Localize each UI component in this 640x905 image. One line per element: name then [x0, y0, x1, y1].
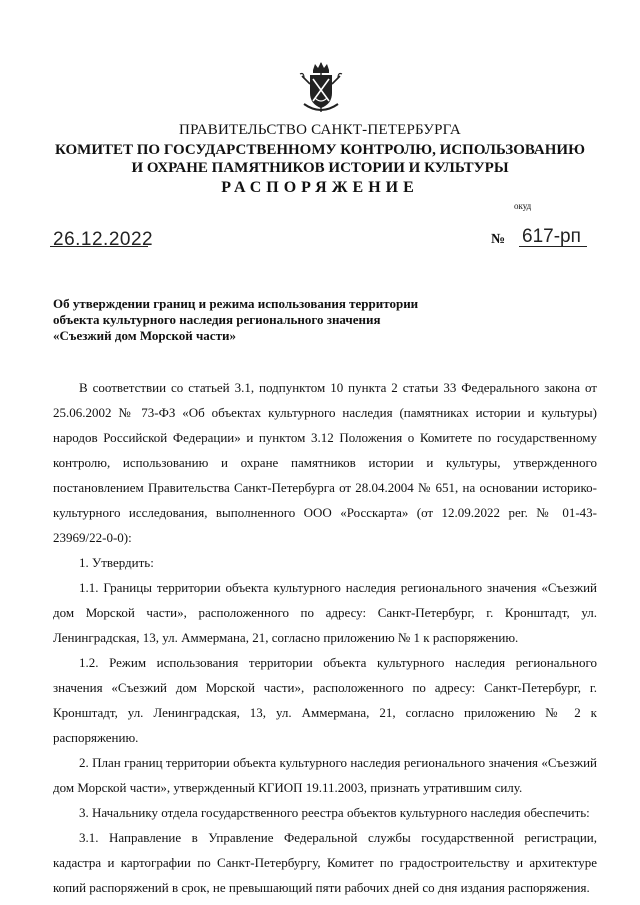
document-body [53, 375, 597, 900]
document-type: РАСПОРЯЖЕНИЕ [221, 179, 419, 196]
date-underline [50, 246, 148, 247]
committee-title [0, 141, 640, 177]
number-sign: № [491, 232, 506, 247]
coat-of-arms-icon [296, 60, 346, 118]
subject-line: объекта культурного наследия регионального значения [53, 312, 381, 327]
document-number: 617-рп [522, 226, 581, 247]
committee-title-line: И ОХРАНЕ ПАМЯТНИКОВ ИСТОРИИ И КУЛЬТУРЫ [131, 160, 509, 176]
paragraph-item-2: 2. План границ территории объекта культурного наследия регионального значения «Съезжий дом Морской части», утвержденный КГИОП 19.11.2003, признать утратившим силу. [53, 755, 597, 795]
paragraph-item-3-1: 3.1. Направление в Управление Федеральной службы государственной регистрации, кадастра и картографии по Санкт-Петербургу, Комитет по градостроительству и архитектуре копий распоряжений в срок, не превышающий пяти рабочих дней со дня издания распоряжения. [53, 830, 597, 895]
document-date: 26.12.2022 [53, 229, 154, 250]
number-underline [519, 246, 587, 247]
paragraph-item-3: 3. Начальнику отдела государственного реестра объектов культурного наследия обеспечить: [79, 805, 590, 820]
subject-line: «Съезжий дом Морской части» [53, 328, 236, 343]
document-subject [53, 296, 473, 344]
committee-title-line: КОМИТЕТ ПО ГОСУДАРСТВЕННОМУ КОНТРОЛЮ, ИСПОЛЬЗОВАНИЮ [55, 142, 585, 158]
paragraph-item-1: 1. Утвердить: [79, 555, 154, 570]
subject-line: Об утверждении границ и режима использования территории [53, 296, 419, 311]
paragraph-item-1-1: 1.1. Границы территории объекта культурного наследия регионального значения «Съезжий дом Морской части», расположенного по адресу: Санкт-Петербург, г. Кронштадт, ул. Ленинградская, 13, ул. Аммермана, 21, согласно приложению № 1 к распоряжению. [53, 580, 597, 645]
okud-label: окуд [514, 201, 532, 211]
paragraph-preamble: В соответствии со статьей 3.1, подпунктом 10 пункта 2 статьи 33 Федерального закона от 25.06.2002 № 73-ФЗ «Об объектах культурного наследия (памятниках истории и культуры) народов Российской Федерации» и пунктом 3.12 Положения о Комитете по государственному контролю, использованию и охране памятников истории и культуры, утвержденного постановлением Правительства Санкт-Петербурга от 28.04.2004 № 651, на основании историко-культурного исследования, выполненного ООО «Росскарта» (от 12.09.2022 рег. № 01-43-23969/22-0-0): [53, 380, 597, 545]
government-title: ПРАВИТЕЛЬСТВО САНКТ-ПЕТЕРБУРГА [179, 122, 461, 138]
paragraph-item-1-2: 1.2. Режим использования территории объекта культурного наследия регионального значения «Съезжий дом Морской части», расположенного по адресу: Санкт-Петербург, г. Кронштадт, ул. Ленинградская, 13, ул. Аммермана, 21, согласно приложению № 2 к распоряжению. [53, 655, 597, 745]
